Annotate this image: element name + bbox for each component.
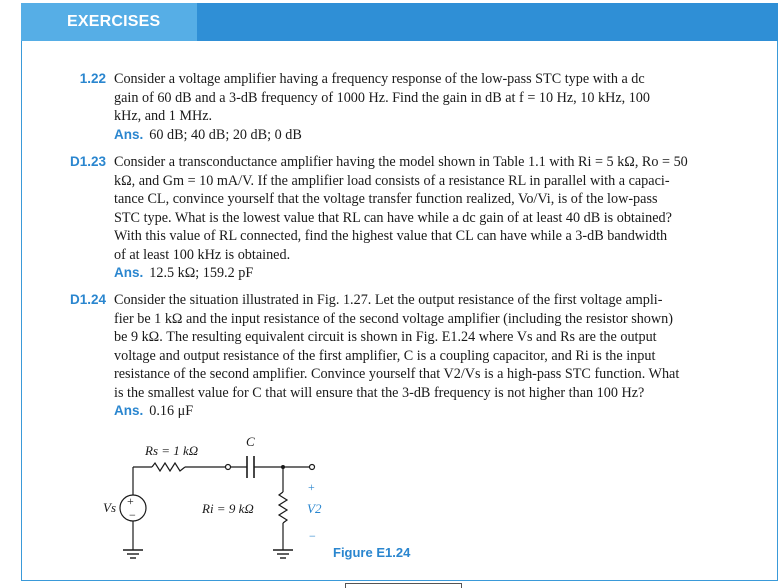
text-line: fier be 1 kΩ and the input resistance of the second voltage amplifier (including the resistor shown) [114,310,673,327]
answer-line [114,264,724,283]
text-line: With this value of RL connected, find the highest value that CL can have while a 3-dB bandwidth [114,228,668,244]
answer-label: Ans. [114,126,144,142]
text-line: resistance of the second amplifier. Convince yourself that V2/Vs is a high-pass STC function. What [114,366,680,382]
text-line: Consider a voltage amplifier having a frequency response of the low-pass STC type with a dc [114,71,645,87]
text-line: STC type. What is the lowest value that RL can have while a dc gain of at least 40 dB is obtained? [114,209,672,226]
text-line: Consider a transconductance amplifier having the model shown in Table 1.1 with Ri = 5 kΩ, Ro = 50 [114,154,688,170]
answer-value: 60 dB; 40 dB; 20 dB; 0 dB [149,126,302,143]
output-terminal [310,465,315,470]
rs-label: Rs = 1 kΩ [145,443,199,458]
ri-label: Ri = 9 kΩ [202,501,254,516]
exercise-number: D1.23 [69,154,106,169]
text-line: voltage and output resistance of the first amplifier, C is a coupling capacitor, and Ri is the input [114,347,656,364]
text-line: is the smallest value for C that will ensure that the 3-dB frequency is not higher than 100 Hz? [114,384,645,401]
exercise-text [114,291,724,421]
exercise-text [114,70,724,144]
answer-value: 12.5 kΩ; 159.2 pF [149,265,254,281]
exercise-text [114,153,724,283]
text-line: kHz, and 1 MHz. [114,108,213,124]
answer-label: Ans. [114,265,144,280]
text-line: kΩ, and Gm = 10 mA/V. If the amplifier load consists of a resistance RL in parallel with a capaci- [114,172,670,189]
node [226,465,231,470]
text-line: tance CL, convince yourself that the voltage transfer function realized, Vo/Vi, is of the low-pass [114,191,658,207]
source-minus-label: − [129,508,136,522]
header-title: EXERCISES [67,13,161,30]
circuit-diagram [90,430,340,570]
ground-icon [273,550,293,558]
ground-icon [123,550,143,558]
text-line: Consider the situation illustrated in Fig. 1.27. Let the output resistance of the first voltage ampli- [114,292,663,308]
vs-label: Vs [103,500,116,515]
junction-dot [281,465,285,469]
exercise-number: 1.22 [79,71,106,86]
answer-value: 0.16 μF [149,403,194,419]
output-minus-label: − [309,529,316,543]
capacitor-label: C [246,434,255,449]
header-tab [21,3,197,41]
text-line: gain of 60 dB and a 3-dB frequency of 1000 Hz. Find the gain in dB at f = 10 Hz, 10 kHz, 100 [114,89,650,106]
resistor-rs-icon [152,463,185,471]
exercise-number: D1.24 [69,292,106,307]
resistor-ri-icon [279,492,287,523]
answer-label: Ans. [114,403,144,418]
figure-caption: Figure E1.24 [333,545,411,560]
answer-line [114,126,724,145]
answer-line [114,402,724,421]
text-line: of at least 100 kHz is obtained. [114,246,291,263]
text-line: be 9 kΩ. The resulting equivalent circuit is shown in Fig. E1.24 where Vs and Rs are the output [114,329,657,345]
output-plus-label: + [308,480,315,494]
bottom-edge-tab [345,583,462,588]
source-plus-label: + [127,494,134,508]
v2-label: V2 [307,501,322,516]
